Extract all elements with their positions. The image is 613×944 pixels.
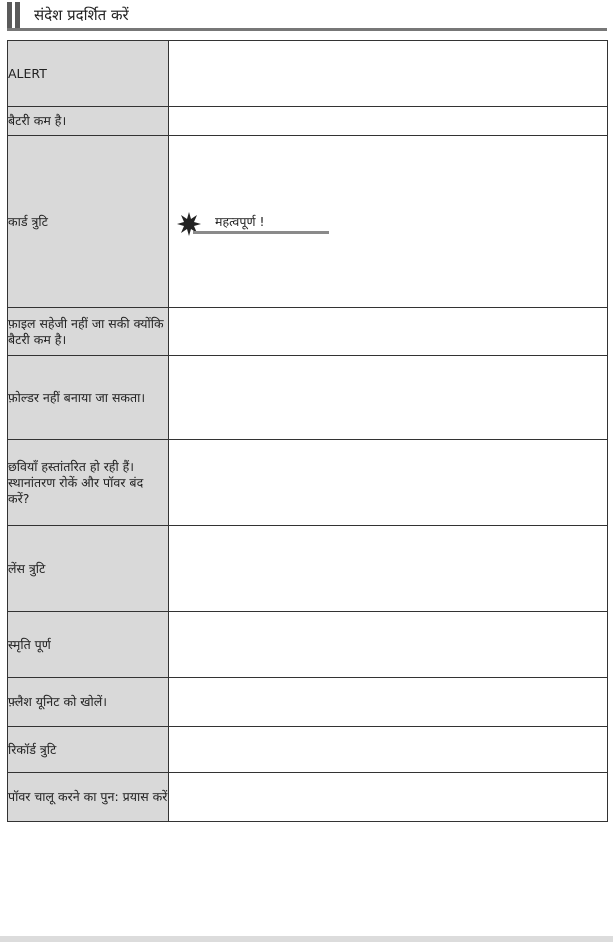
footer-rule (0, 936, 613, 942)
table-row (8, 612, 608, 678)
description-cell (169, 773, 608, 822)
message-cell: फ़ोल्डर नहीं बनाया जा सकता। (8, 356, 169, 440)
description-cell (169, 136, 608, 308)
description-cell (169, 356, 608, 440)
description-cell (169, 440, 608, 526)
message-cell: छवियाँ हस्तांतरित हो रही हैं। स्थानांतरण रोकें और पॉवर बंद करें? (8, 440, 169, 526)
table-row (8, 678, 608, 727)
description-cell (169, 727, 608, 773)
table-row (8, 107, 608, 136)
table-row (8, 773, 608, 822)
header-rule (7, 28, 607, 31)
message-cell: स्मृति पूर्ण (8, 612, 169, 678)
description-cell (169, 308, 608, 356)
important-underline (193, 231, 329, 234)
message-cell: लेंस त्रुटि (8, 526, 169, 612)
description-cell (169, 41, 608, 107)
table-row (8, 727, 608, 773)
table-row (8, 41, 608, 107)
header-marker (15, 2, 20, 28)
table-row (8, 526, 608, 612)
description-cell (169, 107, 608, 136)
header-marker (7, 2, 12, 28)
section-header (7, 2, 607, 30)
table-row (8, 440, 608, 526)
table-row (8, 136, 608, 308)
table-row (8, 356, 608, 440)
message-cell: बैटरी कम है। (8, 107, 169, 136)
message-cell: कार्ड त्रुटि (8, 136, 169, 308)
description-cell (169, 612, 608, 678)
message-cell: ALERT (8, 41, 169, 107)
section-title: संदेश प्रदर्शित करें (34, 6, 129, 24)
message-cell: फ़ाइल सहेजी नहीं जा सकी क्योंकि बैटरी कम है। (8, 308, 169, 356)
table-row (8, 308, 608, 356)
message-table (7, 40, 608, 822)
message-cell: रिकॉर्ड त्रुटि (8, 727, 169, 773)
important-note (177, 212, 329, 238)
message-cell: फ़्लैश यूनिट को खोलें। (8, 678, 169, 727)
message-cell: पॉवर चालू करने का पुन: प्रयास करें (8, 773, 169, 822)
description-cell (169, 526, 608, 612)
description-cell (169, 678, 608, 727)
important-label: महत्वपूर्ण ! (215, 214, 265, 229)
